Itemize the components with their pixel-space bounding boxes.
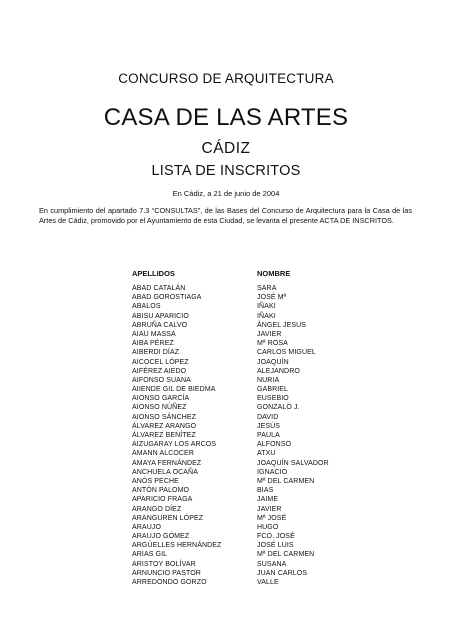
surname-cell: AIFÉREZ AIEDO [132,367,187,375]
name-cell: JAVIER [257,330,282,338]
name-cell: GABRIEL [257,386,289,394]
surname-cell: ARAUJO GÓMEZ [132,533,190,541]
name-cell: JUAN CARLOS [257,569,308,577]
name-cell: HUGO [257,523,279,531]
name-cell: VALLE [257,579,279,586]
surname-cell: ABRUÑA CALVO [132,321,188,329]
name-cell: ALFONSO [257,441,292,449]
name-cell: NURIA [257,376,280,384]
surname-cell: AIBERDI DÍAZ [132,349,180,357]
surname-list [132,284,250,587]
city-heading: CÁDIZ [201,140,251,157]
name-cell: IÑAKI [257,303,276,311]
surname-cell: ANCHUELA OCAÑA [132,468,198,476]
surname-cell: ARANGO DÍEZ [132,505,182,513]
surname-cell: AIAU MASSA [132,330,176,338]
surname-cell: ARNUNCIO PASTOR [132,569,201,577]
name-cell: SARA [257,285,277,292]
surname-cell: AIIENDE GIL DE BIEDMA [132,386,216,394]
name-cell: Mª ROSA [257,340,288,348]
surname-cell: ARREDONDO GORZO [132,579,207,586]
surname-column-header: APELLIDOS [132,269,175,278]
intro-paragraph: En cumplimiento del apartado 7.3 “CONSULTAS”, de las Bases del Concurso de Arquitectura para la Casa de las Artes de Cádiz, promovido por el Ayuntamiento de esta Ciudad, se levanta el presente ACTA DE INSCRITOS. [39,206,412,226]
surname-cell: ARIAS GIL [132,551,168,559]
name-cell: Mª DEL CARMEN [257,551,315,559]
name-column [257,269,377,587]
name-cell: Mª DEL CARMEN [257,477,315,485]
surname-cell: AIBA PÉREZ [132,340,174,348]
name-cell: IGNACIO [257,468,288,476]
name-cell: JOSÉ Mª [257,294,287,302]
surname-cell: ARISTOY BOLÍVAR [132,560,196,568]
surname-cell: ABISU APARICIO [132,312,189,320]
name-cell: IÑAKI [257,312,276,320]
name-cell: SUSANA [257,560,287,568]
surname-cell: AMANN ALCOCER [132,450,194,458]
surname-cell: ARGÜELLES HERNÁNDEZ [132,542,222,550]
surname-cell: ARANGUREN LÓPEZ [132,514,204,522]
surname-cell: AIFONSO SUANA [132,376,191,384]
name-list [257,284,377,587]
surname-cell: AIZUGARAY LOS ARCOS [132,441,217,449]
surname-cell: ABAD CATALÁN [132,285,186,292]
document-title: CASA DE LAS ARTES [103,104,349,131]
name-cell: DAVID [257,413,279,421]
name-cell: FCO. JOSÉ [257,533,295,541]
name-cell: ALEJANDRO [257,367,300,375]
name-cell: JOAQUÍN [257,358,289,366]
surname-column [132,269,250,587]
name-cell: PAULA [257,432,280,439]
name-cell: JAVIER [257,505,282,513]
surname-cell: AIONSO SÁNCHEZ [132,413,197,421]
date-line: En Cádiz, a 21 de junio de 2004 [172,189,280,198]
name-cell: BIAS [257,487,274,495]
surname-cell: ABAD GOROSTIAGA [132,294,202,302]
name-column-header: NOMBRE [257,269,291,278]
competition-heading: CONCURSO DE ARQUITECTURA [118,71,334,86]
surname-cell: ABALOS [132,303,161,311]
surname-cell: AIONSO NÚÑEZ [132,404,187,412]
surname-cell: AICOCEL LÓPEZ [132,358,189,366]
surname-cell: AMAYA FERNÁNDEZ [132,459,202,467]
name-cell: JESÚS [257,422,281,430]
surname-cell: ÁLVAREZ ARANGO [132,422,197,430]
surname-cell: ÁLVAREZ BENÍTEZ [132,432,196,439]
name-cell: GONZALO J. [257,404,300,412]
list-heading: LISTA DE INSCRITOS [151,163,301,179]
name-cell: JAIME [257,496,279,504]
name-cell: ATXU [257,450,276,458]
name-cell: ÁNGEL JESUS [257,321,307,329]
name-cell: Mª JOSÉ [257,514,287,522]
name-cell: JOAQUÍN SALVADOR [257,459,329,467]
surname-cell: ARAUJO [132,523,161,531]
surname-cell: ANTÓN PALOMO [132,487,190,495]
name-cell: EUSEBIO [257,395,289,403]
name-cell: JOSÉ LUIS [257,542,294,550]
surname-cell: ANÓS PECHE [132,477,179,485]
surname-cell: APARICIO FRAGA [132,496,193,504]
surname-cell: AIONSO GARCÍA [132,395,190,403]
name-cell: CARLOS MIGUEL [257,349,316,357]
